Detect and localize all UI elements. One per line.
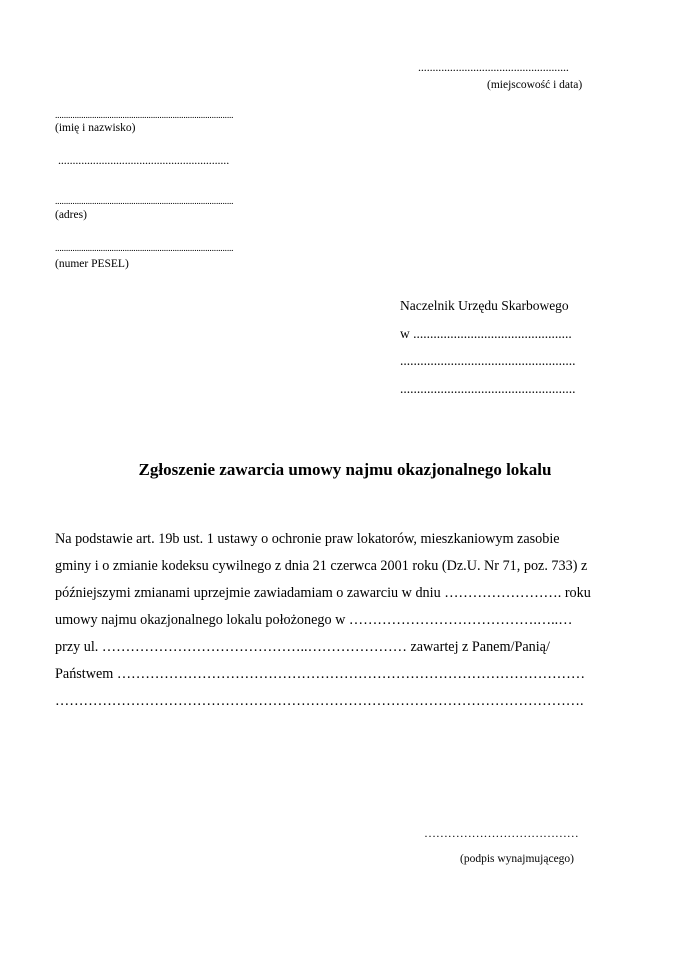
body-line: późniejszymi zmianami uprzejmie zawiadamiam o zawarciu w dniu ……………………. roku [55,585,591,601]
body-line: …………………………………………………………………………………………………. [55,693,584,709]
body-line: gminy i o zmianie kodeksu cywilnego z dnia 21 czerwca 2001 roku (Dz.U. Nr 71, poz. 733) z [55,558,588,574]
pesel-dots: .................................................................................. [55,244,234,254]
recipient-title: Naczelnik Urzędu Skarbowego [400,298,569,313]
body-line: Państwem ……………………………………………………………………………………… [55,666,586,682]
signature-dots: ………………………………… [424,826,579,840]
body-line: Na podstawie art. 19b ust. 1 ustawy o ochronie praw lokatorów, mieszkaniowym zasobie [55,531,560,547]
body-line: umowy najmu okazjonalnego lokalu położonego w ………………………………….…..… [55,612,573,628]
extra-dots: ........................................................... [58,153,230,167]
pesel-label: (numer PESEL) [55,258,129,270]
body-paragraph [55,526,630,715]
document-title: Zgłoszenie zawarcia umowy najmu okazjonalnego lokalu [138,460,552,479]
body-line: przy ul. ……………………………………..………………… zawartej z Panem/Panią/ [55,639,550,655]
name-label: (imię i nazwisko) [55,122,136,134]
signature-label: (podpis wynajmującego) [460,853,575,865]
name-dots: .................................................................................. [55,111,234,121]
recipient-line-4: .................................................... [400,381,576,396]
address-dots: .................................................................................. [55,197,234,207]
place-date-dots: .................................................... [418,60,569,74]
place-date-label: (miejscowość i data) [487,79,583,91]
address-label: (adres) [55,209,87,221]
recipient-line-2: w ............................................... [400,326,572,341]
recipient-line-3: .................................................... [400,353,576,368]
